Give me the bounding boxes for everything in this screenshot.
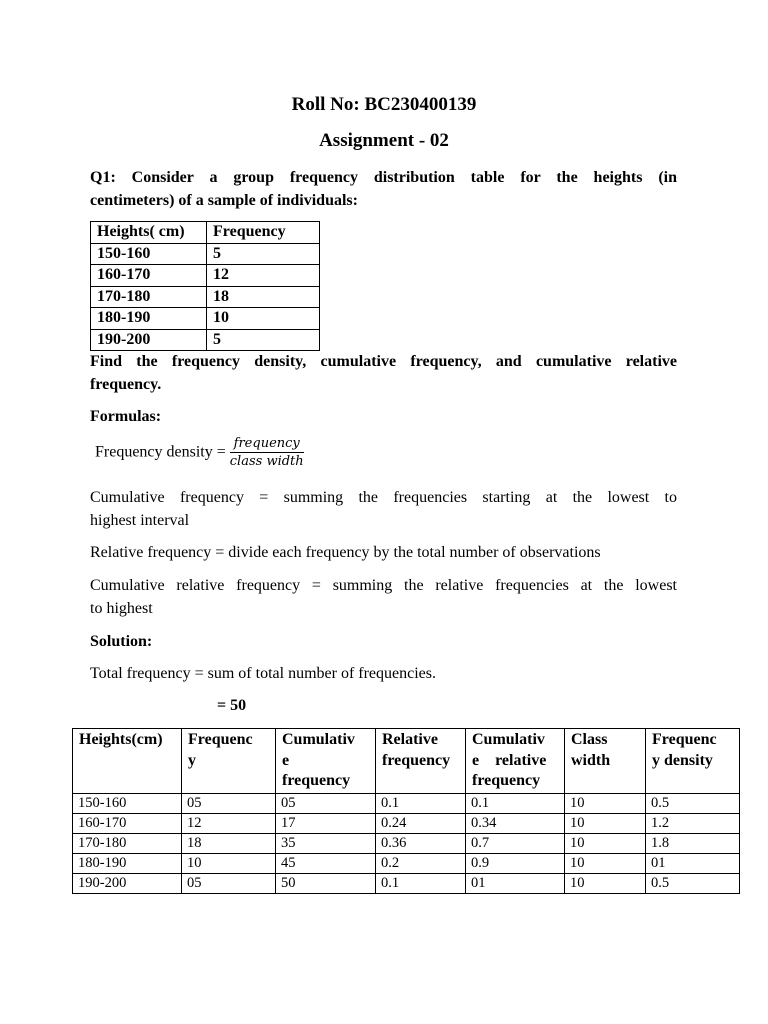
cumulative-line-2: highest interval — [90, 512, 190, 529]
header-cumulative-frequency — [276, 729, 376, 794]
table-cell: 180-190 — [91, 308, 207, 330]
table-cell: 0.1 — [376, 793, 466, 813]
cumulative-relative-formula — [90, 574, 677, 620]
density-label: Frequency density = — [95, 443, 230, 461]
table-cell: 18 — [182, 833, 276, 853]
header-text: Cumulativ — [282, 731, 355, 748]
header-text: y — [188, 751, 196, 769]
question-line-1: Q1: Consider a group frequency distribution table for the heights (in — [90, 169, 677, 186]
frequency-table — [90, 221, 320, 351]
table-cell: 180-190 — [73, 853, 182, 873]
header-text: frequency — [472, 772, 541, 789]
table-cell: 0.1 — [466, 793, 565, 813]
header-text: e relative — [472, 751, 547, 769]
table-row — [91, 265, 320, 287]
table-cell: 0.7 — [466, 833, 565, 853]
table-row — [73, 813, 740, 833]
cum-rel-line-1: Cumulative relative frequency = summing the relative frequencies at the lowest — [90, 577, 677, 594]
table-cell: 10 — [565, 813, 646, 833]
table-cell: 01 — [646, 853, 740, 873]
header-text: Relative — [382, 731, 438, 748]
find-line-1: Find the frequency density, cumulative frequency, and cumulative relative — [90, 353, 677, 370]
table-cell: 0.9 — [466, 853, 565, 873]
find-line-2: frequency. — [90, 376, 162, 393]
total-frequency-value: = 50 — [217, 697, 247, 714]
solution-table — [72, 728, 740, 894]
table-cell: 18 — [207, 286, 320, 308]
question-line-2: centimeters) of a sample of individuals: — [90, 192, 358, 209]
formulas-heading: Formulas: — [90, 408, 162, 425]
table-cell: 45 — [276, 853, 376, 873]
header-text: Heights(cm) — [79, 731, 163, 748]
fraction-denominator: class width — [229, 454, 304, 469]
table-row — [73, 833, 740, 853]
table-cell: 10 — [565, 853, 646, 873]
table-row — [91, 308, 320, 330]
table-cell: 170-180 — [91, 286, 207, 308]
table-cell: 150-160 — [73, 793, 182, 813]
table-cell: 05 — [276, 793, 376, 813]
table-cell: 160-170 — [91, 265, 207, 287]
header-heights — [73, 729, 182, 794]
question-text — [90, 166, 677, 212]
header-text: y density — [652, 751, 713, 769]
header-text: frequency — [282, 772, 351, 789]
table-cell: 05 — [182, 793, 276, 813]
table-cell: 0.24 — [376, 813, 466, 833]
table-cell: 1.2 — [646, 813, 740, 833]
fraction-numerator: frequency — [230, 436, 304, 453]
find-instruction — [90, 350, 677, 396]
table-cell: 10 — [182, 853, 276, 873]
header-relative-frequency — [376, 729, 466, 794]
table-row — [73, 793, 740, 813]
header-text: Class — [571, 731, 608, 748]
table-row — [73, 873, 740, 893]
table-cell: 35 — [276, 833, 376, 853]
table-cell: 12 — [182, 813, 276, 833]
header-text: e — [282, 751, 290, 769]
total-frequency-text: Total frequency = sum of total number of frequencies. — [90, 665, 437, 682]
table-cell: 0.36 — [376, 833, 466, 853]
header-frequency-density — [646, 729, 740, 794]
table-cell: 5 — [207, 329, 320, 351]
table-cell: 10 — [565, 873, 646, 893]
table-row — [91, 329, 320, 351]
table-cell: 01 — [466, 873, 565, 893]
table-cell: 12 — [207, 265, 320, 287]
table-cell: 0.1 — [376, 873, 466, 893]
table-cell: 10 — [565, 793, 646, 813]
header-text: frequency — [382, 751, 451, 769]
table-header-row — [73, 729, 740, 794]
header-cumulative-relative-frequency — [466, 729, 565, 794]
assignment-title: Assignment - 02 — [319, 130, 449, 151]
table-cell: 190-200 — [73, 873, 182, 893]
density-fraction — [230, 436, 304, 469]
header-text: width — [571, 751, 611, 769]
header-text: Frequenc — [652, 731, 717, 748]
solution-heading: Solution: — [90, 633, 153, 650]
table-cell: 0.2 — [376, 853, 466, 873]
table-row — [91, 286, 320, 308]
table-cell: 160-170 — [73, 813, 182, 833]
table-cell: 150-160 — [91, 243, 207, 265]
table-cell: 0.5 — [646, 873, 740, 893]
table-cell: 10 — [207, 308, 320, 330]
roll-number-title: Roll No: BC230400139 — [291, 94, 477, 115]
table-cell: 1.8 — [646, 833, 740, 853]
table-cell: 0.5 — [646, 793, 740, 813]
table-cell: 5 — [207, 243, 320, 265]
table-cell: 0.34 — [466, 813, 565, 833]
table-cell: 17 — [276, 813, 376, 833]
header-text: Frequenc — [188, 731, 253, 748]
table-cell: 170-180 — [73, 833, 182, 853]
table-cell: 50 — [276, 873, 376, 893]
relative-frequency-formula: Relative frequency = divide each frequency by the total number of observations — [90, 544, 601, 561]
header-text: Cumulativ — [472, 731, 545, 748]
table-cell: 10 — [565, 833, 646, 853]
table-cell: 190-200 — [91, 329, 207, 351]
table-row — [73, 853, 740, 873]
density-formula — [95, 436, 304, 469]
table-header-row — [91, 222, 320, 244]
table-header-cell: Heights( cm) — [91, 222, 207, 244]
table-cell: 05 — [182, 873, 276, 893]
table-header-cell: Frequency — [207, 222, 320, 244]
cum-rel-line-2: to highest — [90, 600, 153, 617]
cumulative-line-1: Cumulative frequency = summing the frequencies starting at the lowest to — [90, 489, 677, 506]
cumulative-frequency-formula — [90, 486, 677, 532]
table-row — [91, 243, 320, 265]
header-frequency — [182, 729, 276, 794]
header-class-width — [565, 729, 646, 794]
